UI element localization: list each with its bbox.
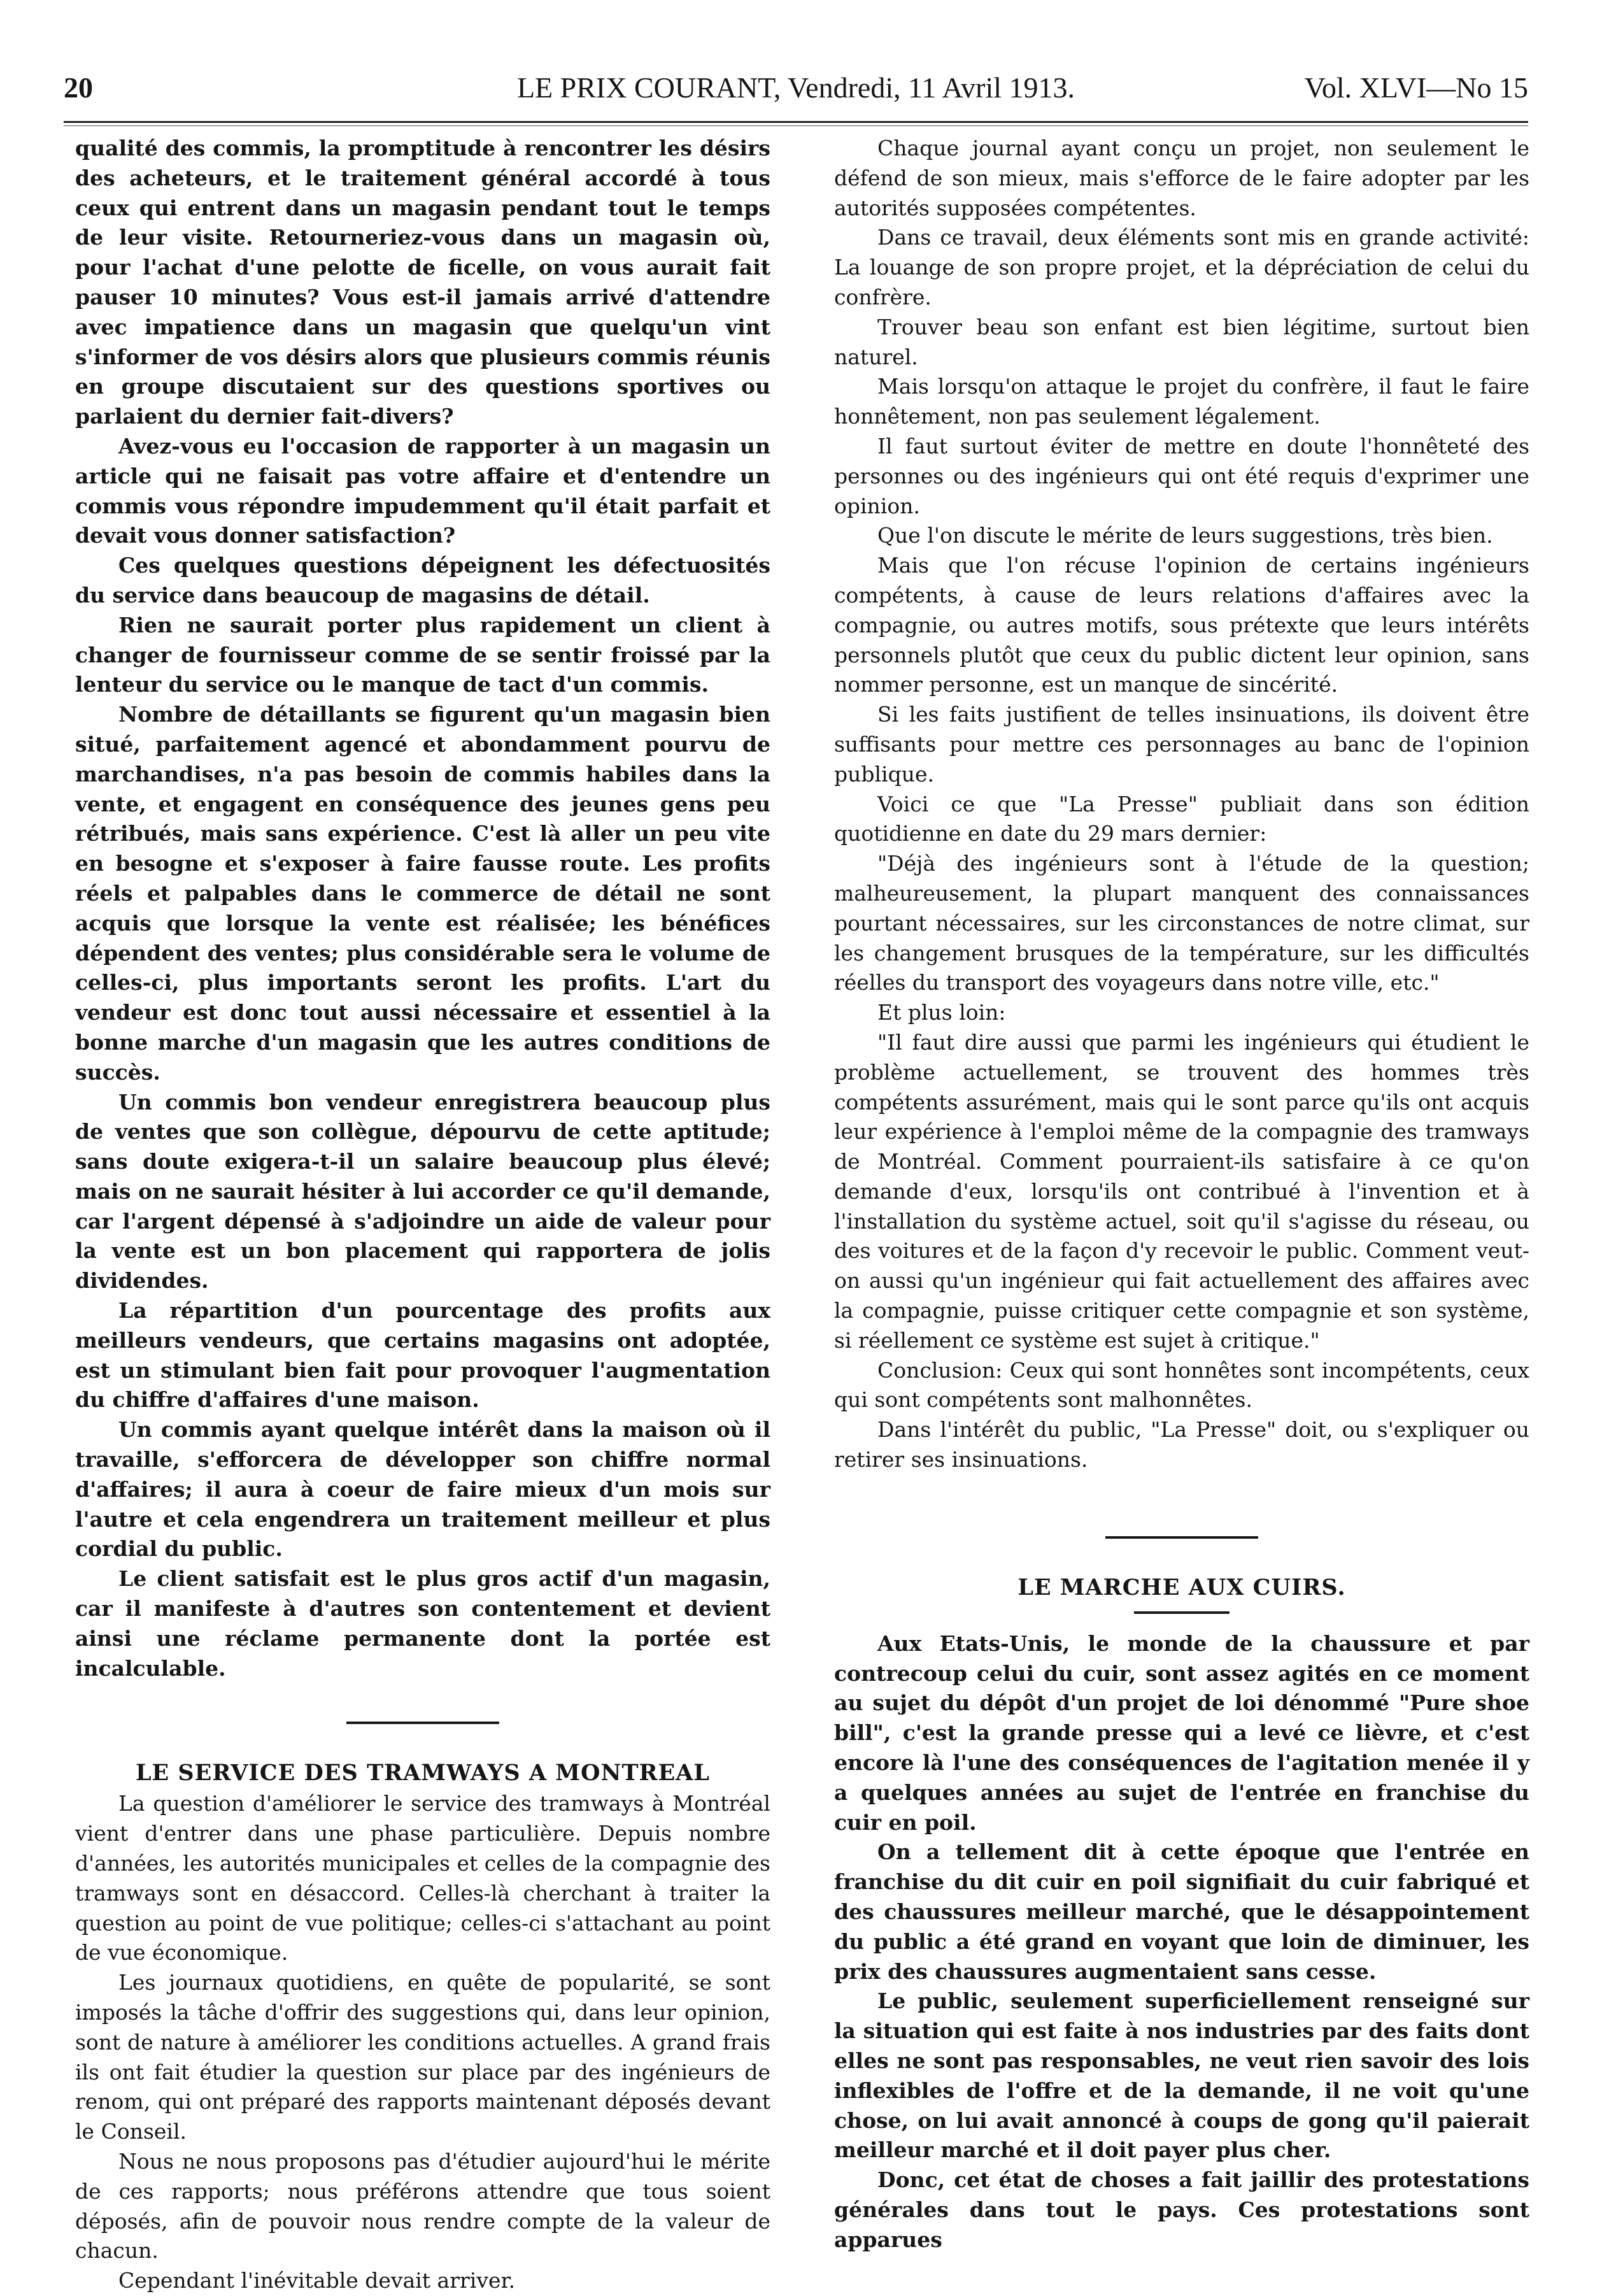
paragraph: Dans ce travail, deux éléments sont mis en grande activité: La louange de son propre projet, et la dépréciation de celui du confrère.	[834, 225, 1529, 310]
quotation: "Déjà des ingénieurs sont à l'étude de la question; malheureusement, la plupart manquent des connaissances pourtant nécessaires, sur les circonstances de notre climat, sur les changement brusques de la température, sur les difficultés réelles du transport des voyageurs dans notre ville, etc."	[834, 851, 1529, 995]
paragraph: On a tellement dit à cette époque que l'entrée en franchise du dit cuir en poil signifiait du cuir fabriqué et des chaussures meilleur marché, que le désappointement du public a été grand en voyant que loin de diminuer, les prix des chaussures augmentaient sans cesse.	[834, 1839, 1529, 1984]
tramways-heading: LE SERVICE DES TRAMWAYS A MONTREAL	[135, 1760, 711, 1786]
paragraph: Le public, seulement superficiellement renseigné sur la situation qui est faite à nos industries par des faits dont elles ne sont pas responsables, ne veut rien savoir des lois inflexibles de l'offre et de la demande, il ne voit qu'une chose, on lui avait annoncé à coups de gong qu'il paierait meilleur marché et il doit payer plus cher.	[834, 1988, 1529, 2163]
quotation: "Il faut dire aussi que parmi les ingénieurs qui étudient le problème actuellement, se trouvent des hommes très compétents assurément, mais qui le sont parce qu'ils ont acquis leur expérience à l'emploi même de la compagnie des tramways de Montréal. Comment pourraient-ils satisfaire à ce qu'on demande d'eux, lorsqu'ils ont contribué à l'invention et à l'installation du système actuel, soit qu'il s'agisse du réseau, ou des voitures et de la façon d'y recevoir le public. Comment veut-on aussi qu'un ingénieur qui fait actuellement des affaires avec la compagnie, puisse critiquer cette compagnie et son système, si réellement ce système est sujet à critique."	[834, 1029, 1529, 1353]
paragraph: Avez-vous eu l'occasion de rapporter à un magasin un article qui ne faisait pas votre affaire et d'entendre un commis vous répondre impudemment qu'il était parfait et devait vous donner satisfaction?	[75, 433, 770, 548]
right-column	[834, 134, 1529, 2252]
paragraph: Que l'on discute le mérite de leurs suggestions, très bien.	[877, 523, 1493, 548]
cuirs-article	[834, 1629, 1529, 2255]
paragraph: Un commis bon vendeur enregistrera beaucoup plus de ventes que son collègue, dépourvu de cette aptitude; sans doute exigera-t-il un salaire beaucoup plus élevé; mais on ne saurait hésiter à lui accorder ce qu'il demande, car l'argent dépensé à s'adjoindre un aide de valeur pour la vente est un bon placement qui rapportera de jolis dividendes.	[75, 1089, 770, 1294]
tramways-article	[75, 1789, 770, 2296]
paragraph: Conclusion: Ceux qui sont honnêtes sont incompétents, ceux qui sont compétents sont malhonnêtes.	[834, 1357, 1529, 1413]
paragraph: Trouver beau son enfant est bien légitime, surtout bien naturel.	[834, 314, 1529, 369]
paragraph: Nombre de détaillants se figurent qu'un magasin bien situé, parfaitement agencé et abondamment pourvu de marchandises, n'a pas besoin de commis habiles dans la vente, et engagent en conséquence des jeunes gens peu rétribués, mais sans expérience. C'est là aller un peu vite en besogne et s'exposer à faire fausse route. Les profits réels et palpables dans le commerce de détail ne sont acquis que lorsque la vente est réalisée; les bénéfices dépendent des ventes; plus considérable sera le volume de celles-ci, plus importants seront les profits. L'art du vendeur est donc tout aussi nécessaire et essentiel à la bonne marche d'un magasin que les autres conditions de succès.	[75, 702, 770, 1085]
paragraph: Si les faits justifient de telles insinuations, ils doivent être suffisants pour mettre ces personnages au banc de l'opinion publique.	[834, 702, 1529, 787]
paragraph: La répartition d'un pourcentage des profits aux meilleurs vendeurs, que certains magasins ont adoptée, est un stimulant bien fait pour provoquer l'augmentation du chiffre d'affaires d'une maison.	[75, 1298, 770, 1413]
paragraph: Les journaux quotidiens, en quête de popularité, se sont imposés la tâche d'offrir des suggestions qui, dans leur opinion, sont de nature à améliorer les conditions actuelles. A grand frais ils ont fait étudier la question sur place par des ingénieurs de renom, qui ont préparé des rapports maintenant déposés devant le Conseil.	[75, 1970, 770, 2144]
paragraph: Cependant l'inévitable devait arriver.	[118, 2268, 516, 2293]
header-rule-thin	[64, 125, 1528, 126]
paragraph: Il faut surtout éviter de mettre en doute l'honnêteté des personnes ou des ingénieurs qui ont été requis d'exprimer une opinion.	[834, 433, 1529, 518]
commis-article	[75, 134, 770, 1683]
page-header	[64, 62, 1528, 113]
paragraph: Chaque journal ayant conçu un projet, non seulement le défend de son mieux, mais s'efforce de le faire adopter par les autorités supposées compétentes.	[834, 136, 1529, 220]
tramways-continued	[834, 134, 1529, 1475]
page-number: 20	[64, 71, 93, 104]
paragraph: Rien ne saurait porter plus rapidement un client à changer de fournisseur comme de se sentir froissé par la lenteur du service ou le manque de tact d'un commis.	[75, 612, 770, 697]
paragraph: Un commis ayant quelque intérêt dans la maison où il travaille, s'efforcera de développer son chiffre normal d'affaires; il aura à coeur de faire mieux d'un mois sur l'autre et cela engendrera un traitement meilleur et plus cordial du public.	[75, 1417, 770, 1562]
volume-number: Vol. XLVI—No 15	[1304, 71, 1528, 104]
paragraph: Le client satisfait est le plus gros actif d'un magasin, car il manifeste à d'autres son contentement et devient ainsi une réclame permanente dont la portée est incalculable.	[75, 1566, 770, 1681]
paragraph: Mais que l'on récuse l'opinion de certains ingénieurs compétents, à cause de leurs relations d'affaires avec la compagnie, ou autres motifs, sous prétexte que leurs intérêts personnels plutôt que ceux du public dictent leur opinion, sans nommer personne, est un manque de sincérité.	[834, 553, 1529, 697]
journal-title: LE PRIX COURANT, Vendredi, 11 Avril 1913.	[516, 71, 1075, 104]
cuirs-heading: LE MARCHE AUX CUIRS.	[1017, 1574, 1346, 1601]
header-rule	[64, 121, 1528, 123]
paragraph: Et plus loin:	[877, 1000, 1006, 1025]
paragraph: Aux Etats-Unis, le monde de la chaussure et par contrecoup celui du cuir, sont assez agités en ce moment au sujet du dépôt d'un projet de loi dénommé "Pure shoe bill", c'est la grande presse qui a levé ce lièvre, et c'est encore là l'une des conséquences de l'agitation menée il y a quelques années au sujet de l'entrée en franchise du cuir en poil.	[834, 1630, 1529, 1835]
left-column	[75, 134, 770, 2293]
paragraph: Donc, cet état de choses a fait jaillir des protestations générales dans tout le pays. Ces protestations sont apparues	[834, 2167, 1529, 2252]
paragraph: Dans l'intérêt du public, "La Presse" doit, ou s'expliquer ou retirer ses insinuations.	[834, 1417, 1529, 1472]
paragraph: La question d'améliorer le service des tramways à Montréal vient d'entrer dans une phase particulière. Depuis nombre d'années, les autorités municipales et celles de la compagnie des tramways sont en désaccord. Celles-là cherchant à traiter la question au point de vue politique; celles-ci s'attachant au point de vue économique.	[75, 1791, 770, 1965]
paragraph: Mais lorsqu'on attaque le projet du confrère, il faut le faire honnêtement, non pas seulement légalement.	[834, 374, 1529, 429]
paragraph: Ces quelques questions dépeignent les défectuosités du service dans beaucoup de magasins de détail.	[75, 553, 770, 608]
paragraph: Voici ce que "La Presse" publiait dans son édition quotidienne en date du 29 mars dernier:	[834, 791, 1529, 846]
paragraph: Nous ne nous proposons pas d'étudier aujourd'hui le mérite de ces rapports; nous préférons attendre que tous soient déposés, afin de pouvoir nous rendre compte de la valeur de chacun.	[75, 2149, 770, 2264]
paragraph: qualité des commis, la promptitude à rencontrer les désirs des acheteurs, et le traitement général accordé à tous ceux qui entrent dans un magasin pendant tout le temps de leur visite. Retourneriez-vous dans un magasin où, pour l'achat d'une pelotte de ficelle, on vous aurait fait pauser 10 minutes? Vous est-il jamais arrivé d'attendre avec impatience dans un magasin que quelqu'un vint s'informer de vos désirs alors que plusieurs commis réunis en groupe discutaient sur des questions sportives ou parlaient du dernier fait-divers?	[75, 136, 770, 429]
